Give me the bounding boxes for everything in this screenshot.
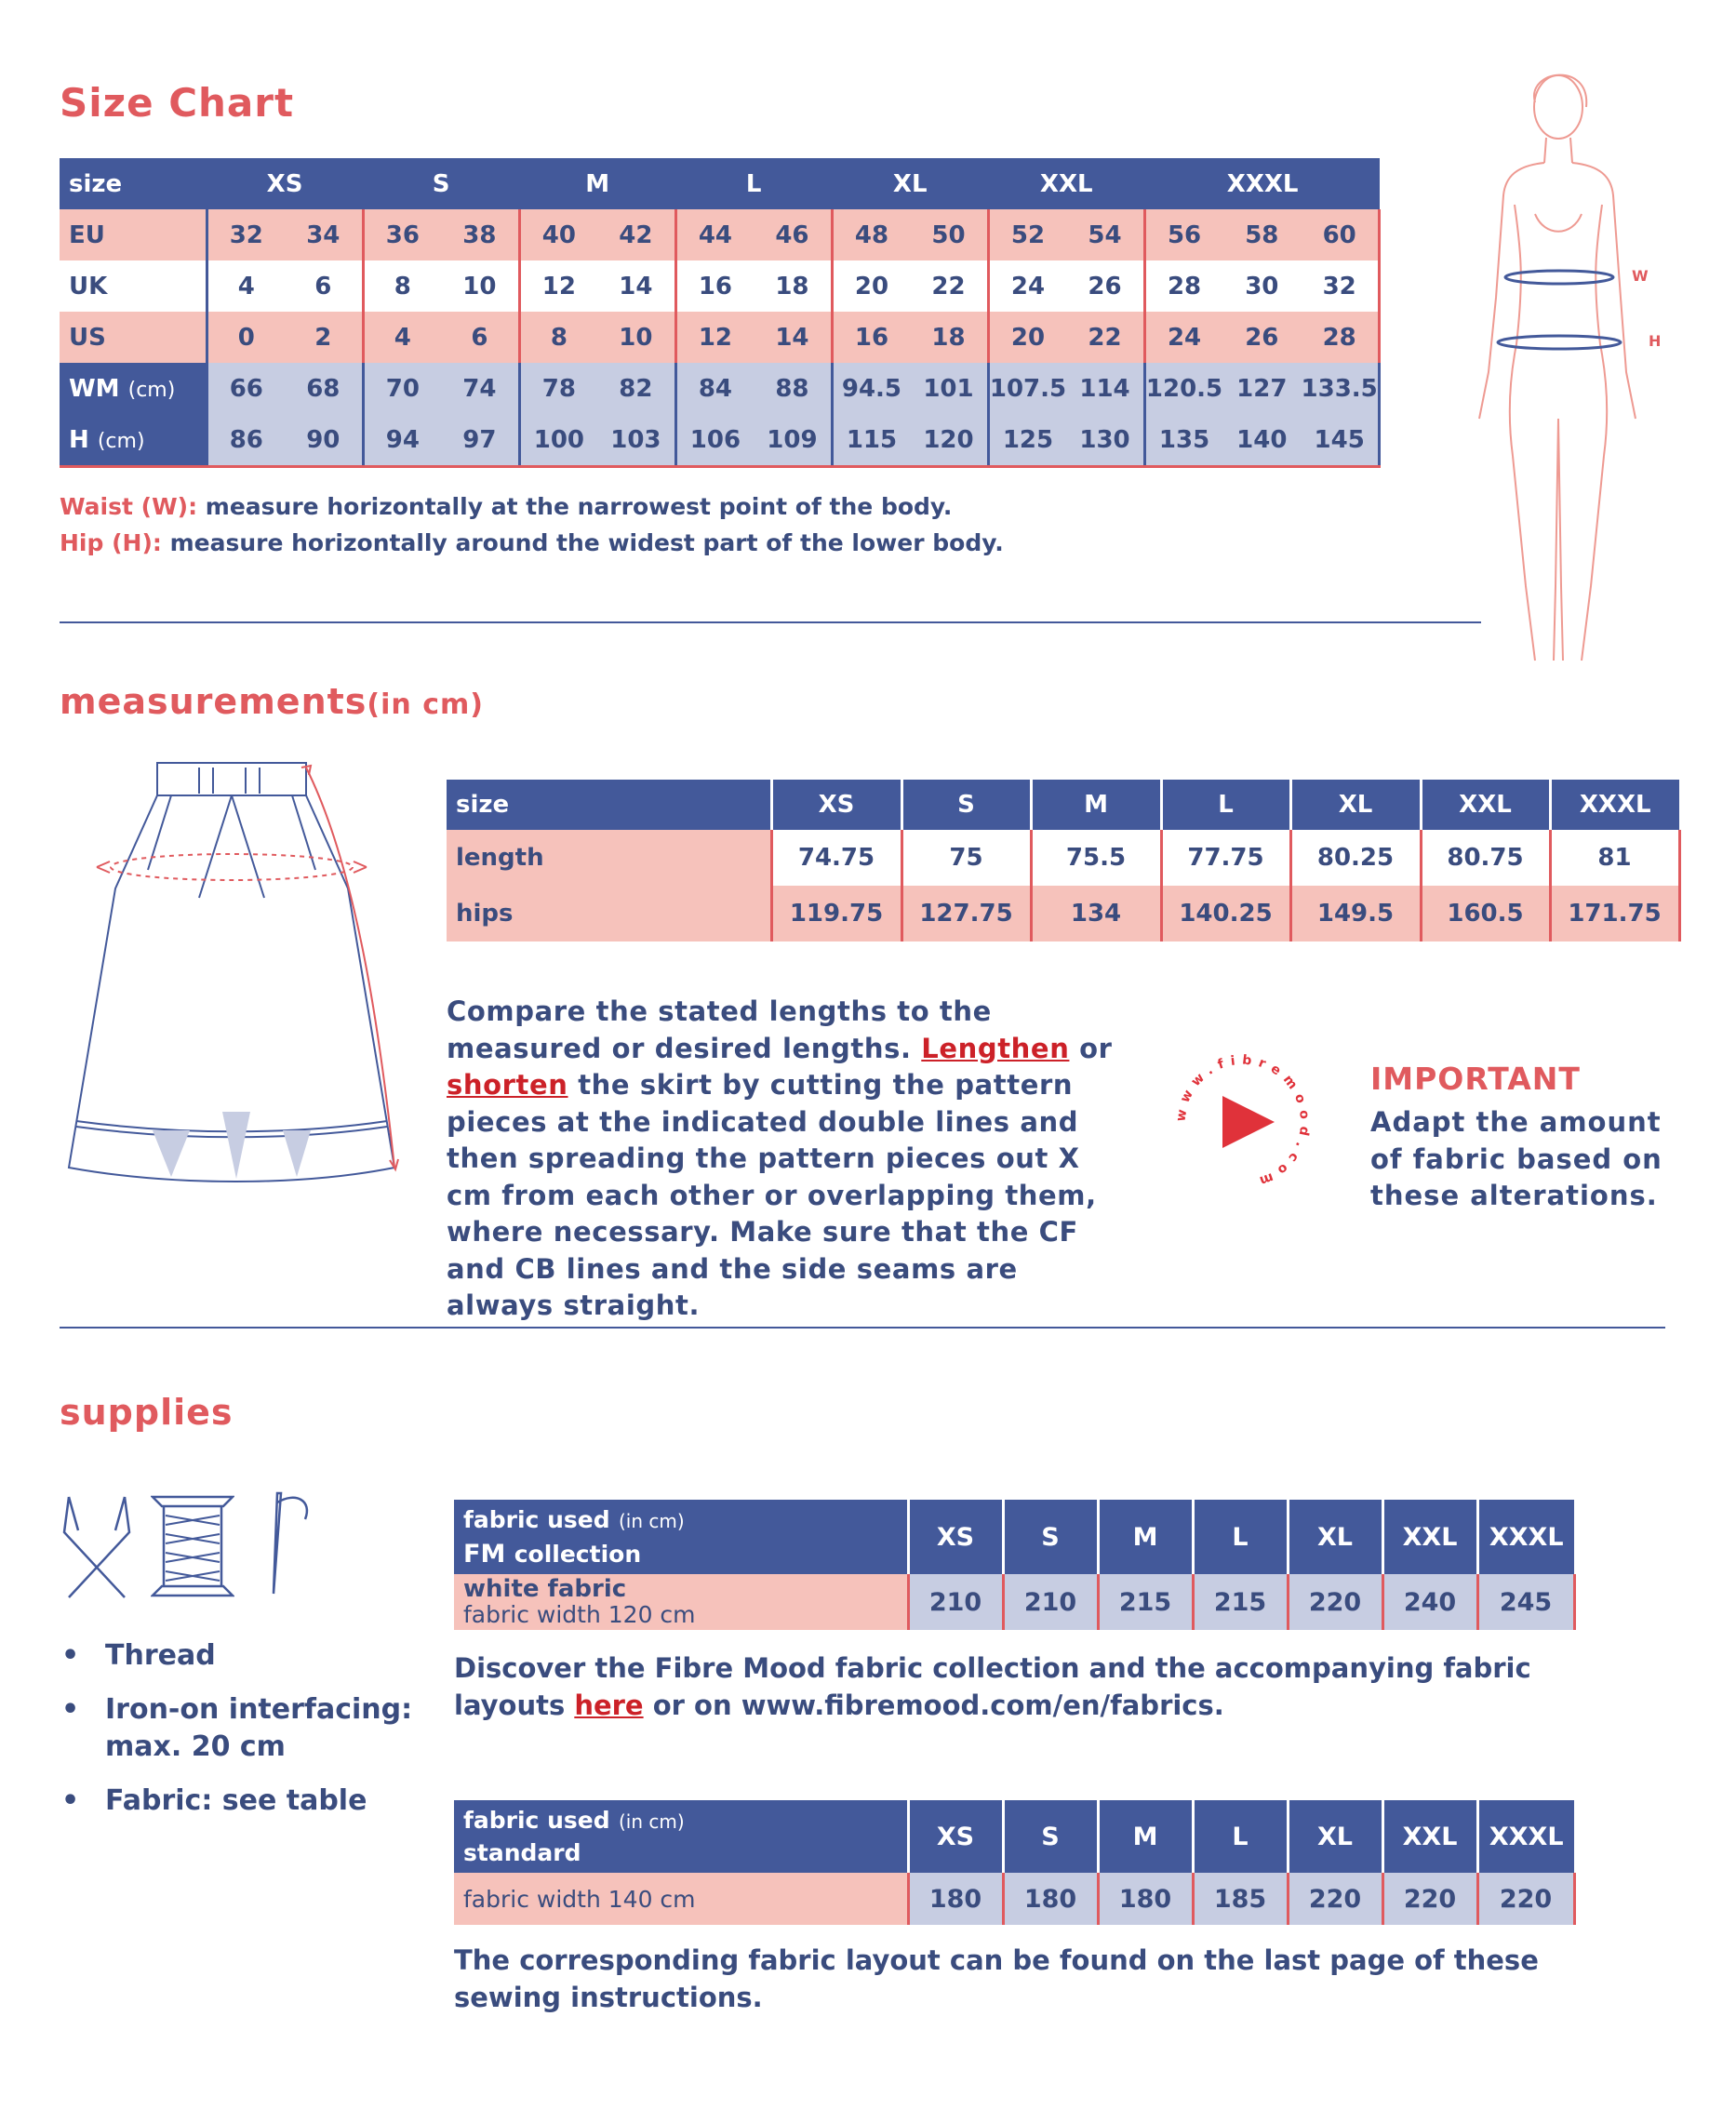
size-chart-cell: 24 [1144, 312, 1222, 363]
figure-label-h: H [1649, 332, 1662, 350]
std-size-s: S [1003, 1800, 1098, 1873]
lengthen-link[interactable]: Lengthen [921, 1032, 1070, 1064]
measurements-cell: 80.75 [1421, 830, 1550, 886]
measurements-cell: 75 [901, 830, 1031, 886]
fm-size-xl: XL [1288, 1500, 1382, 1574]
video-play-badge[interactable] [1170, 1049, 1315, 1195]
size-chart-cell: 32 [1301, 260, 1379, 312]
size-chart-row [60, 363, 1380, 414]
size-chart-cell: 130 [1066, 414, 1144, 467]
header-l: L [675, 158, 832, 209]
size-chart-cell: 103 [597, 414, 675, 467]
std-layout-note: The corresponding fabric layout can be found on the last page of these sewing instructions. [454, 1944, 1539, 2013]
meas-header-xxl: XXL [1421, 780, 1550, 830]
measurements-cell: 80.25 [1290, 830, 1421, 886]
fm-head-unit: (in cm) [619, 1509, 685, 1532]
size-chart-cell: 133.5 [1301, 363, 1379, 414]
supply-item: • Iron-on interfacing: max. 20 cm [61, 1691, 415, 1766]
size-chart-cell: 16 [675, 260, 754, 312]
std-size-l: L [1193, 1800, 1288, 1873]
size-chart-cell: 22 [1066, 312, 1144, 363]
measurements-cell: 140.25 [1161, 886, 1290, 941]
size-chart-cell: 18 [910, 312, 988, 363]
fm-table-value-row [454, 1574, 1574, 1630]
row-unit-text: (cm) [127, 378, 176, 402]
measurements-title [60, 681, 484, 722]
measurements-cell: 77.75 [1161, 830, 1290, 886]
size-chart-cell: 12 [675, 312, 754, 363]
fm-value: 210 [1003, 1574, 1098, 1630]
waist-note-label: Waist (W): [60, 493, 198, 520]
row-label-text: EU [69, 220, 105, 249]
waist-note [60, 493, 952, 520]
size-chart-cell: 100 [519, 414, 597, 467]
hip-note-label: Hip (H): [60, 529, 162, 556]
size-chart-cell: 6 [285, 260, 363, 312]
header-s: S [363, 158, 519, 209]
size-chart-cell: 115 [832, 414, 910, 467]
important-title: IMPORTANT [1370, 1061, 1581, 1097]
row-unit-text: (cm) [97, 429, 145, 453]
figure-label-w: W [1632, 267, 1649, 285]
measurements-cell: 75.5 [1031, 830, 1161, 886]
size-chart-cell: 42 [597, 209, 675, 260]
std-head-line2: standard [463, 1838, 581, 1866]
supplies-title: supplies [60, 1392, 234, 1433]
size-chart-cell: 10 [597, 312, 675, 363]
header-size: size [60, 158, 207, 209]
meas-header-xxxl: XXXL [1550, 780, 1679, 830]
instr-text-2: the skirt by cutting the pattern pieces at the indicated double lines and then spreading the pattern pieces out X cm from each other or overlapping them, where necessary. Make sure that the CF and CB lines and the side seams are always straight. [447, 1069, 1097, 1321]
fm-note-text2: or on www.fibremood.com/en/fabrics. [643, 1689, 1224, 1721]
size-chart-cell: 14 [754, 312, 832, 363]
std-size-xl: XL [1288, 1800, 1382, 1873]
size-chart-cell: 84 [675, 363, 754, 414]
std-table-value-row [454, 1873, 1574, 1925]
size-chart-cell: 20 [832, 260, 910, 312]
measurements-cell: 81 [1550, 830, 1679, 886]
size-chart-row-label [60, 209, 207, 260]
measurements-cell: 74.75 [771, 830, 901, 886]
size-chart-cell: 101 [910, 363, 988, 414]
size-chart-cell: 26 [1222, 312, 1301, 363]
fm-value: 245 [1477, 1574, 1574, 1630]
fm-collection-note [454, 1649, 1608, 1724]
alteration-instructions [447, 994, 1130, 1325]
fm-value: 210 [908, 1574, 1003, 1630]
meas-header-size: size [447, 780, 771, 830]
size-chart-cell: 120.5 [1144, 363, 1222, 414]
size-chart-cell: 94 [363, 414, 441, 467]
size-chart-cell: 90 [285, 414, 363, 467]
size-chart-cell: 46 [754, 209, 832, 260]
size-chart-cell: 109 [754, 414, 832, 467]
size-chart-cell: 38 [441, 209, 519, 260]
size-chart-cell: 68 [285, 363, 363, 414]
size-chart-cell: 18 [754, 260, 832, 312]
std-value: 220 [1288, 1873, 1382, 1925]
size-chart-row-label [60, 312, 207, 363]
size-chart-cell: 6 [441, 312, 519, 363]
std-head-unit: (in cm) [619, 1810, 685, 1833]
size-chart-cell: 0 [207, 312, 285, 363]
row-label-text: UK [69, 272, 108, 300]
meas-header-xl: XL [1290, 780, 1421, 830]
fm-row-label-cell [454, 1574, 908, 1630]
fm-table-head-cell [454, 1500, 908, 1574]
fm-head-line2: collection [514, 1540, 642, 1568]
size-chart-cell: 50 [910, 209, 988, 260]
size-chart-cell: 10 [441, 260, 519, 312]
fm-logo-icon: FM [463, 1539, 506, 1569]
size-chart-cell: 107.5 [988, 363, 1066, 414]
fm-row-sub: fabric width 120 cm [463, 1601, 696, 1628]
size-chart-cell: 97 [441, 414, 519, 467]
size-chart-cell: 70 [363, 363, 441, 414]
skirt-illustration [60, 758, 413, 1205]
size-chart-cell: 32 [207, 209, 285, 260]
waist-note-text: measure horizontally at the narrowest point of the body. [197, 493, 953, 520]
size-chart-row-label [60, 414, 207, 467]
measurements-row [447, 886, 1679, 941]
size-chart-cell: 48 [832, 209, 910, 260]
fm-size-l: L [1193, 1500, 1288, 1574]
size-chart-cell: 145 [1301, 414, 1379, 467]
std-size-xxl: XXL [1382, 1800, 1477, 1873]
size-chart-cell: 120 [910, 414, 988, 467]
fm-value: 215 [1098, 1574, 1193, 1630]
size-chart-cell: 86 [207, 414, 285, 467]
size-chart-table [60, 158, 1381, 468]
size-chart-cell: 4 [207, 260, 285, 312]
size-chart-cell: 135 [1144, 414, 1222, 467]
size-chart-cell: 4 [363, 312, 441, 363]
header-m: M [519, 158, 675, 209]
thread-spool-icon [151, 1495, 234, 1597]
measurements-cell: 134 [1031, 886, 1161, 941]
supplies-list [61, 1637, 415, 1836]
size-chart-row [60, 209, 1380, 260]
size-chart-row [60, 414, 1380, 467]
meas-header-s: S [901, 780, 1031, 830]
std-value: 220 [1382, 1873, 1477, 1925]
row-label-text: US [69, 323, 106, 352]
measurements-cell: 119.75 [771, 886, 901, 941]
instr-text-or: or [1069, 1032, 1113, 1064]
size-chart-cell: 94.5 [832, 363, 910, 414]
size-chart-cell: 8 [519, 312, 597, 363]
size-chart-cell: 22 [910, 260, 988, 312]
meas-header-m: M [1031, 780, 1161, 830]
std-size-xs: XS [908, 1800, 1003, 1873]
fm-row-label: white fabric [463, 1575, 627, 1603]
hip-note-text: measure horizontally around the widest part of the lower body. [161, 529, 1004, 556]
size-chart-cell: 14 [597, 260, 675, 312]
scissors-icon [60, 1495, 134, 1599]
std-value: 180 [1003, 1873, 1098, 1925]
header-xl: XL [832, 158, 988, 209]
body-figure-illustration [1451, 65, 1665, 679]
size-chart-title: Size Chart [60, 80, 295, 126]
size-chart-header-row [60, 158, 1380, 209]
std-value: 220 [1477, 1873, 1574, 1925]
size-chart-cell: 28 [1301, 312, 1379, 363]
fm-head-line1: fabric used [463, 1505, 610, 1533]
size-chart-row-label [60, 363, 207, 414]
measurements-cell: 149.5 [1290, 886, 1421, 941]
supply-item: • Thread [61, 1637, 415, 1675]
header-xxl: XXL [988, 158, 1144, 209]
supply-item: • Fabric: see table [61, 1783, 415, 1820]
std-size-m: M [1098, 1800, 1193, 1873]
size-chart-cell: 26 [1066, 260, 1144, 312]
size-chart-cell: 66 [207, 363, 285, 414]
fm-fabric-table [454, 1500, 1576, 1630]
size-chart-cell: 114 [1066, 363, 1144, 414]
header-xs: XS [207, 158, 363, 209]
fm-size-xxxl: XXXL [1477, 1500, 1574, 1574]
fm-note-text: Discover the Fibre Mood fabric collection and the accompanying fabric layouts [454, 1652, 1531, 1721]
size-chart-cell: 88 [754, 363, 832, 414]
std-row-sub: fabric width 140 cm [454, 1873, 908, 1925]
size-chart-cell: 106 [675, 414, 754, 467]
size-chart-cell: 30 [1222, 260, 1301, 312]
measurements-header-row [447, 780, 1679, 830]
size-chart-cell: 28 [1144, 260, 1222, 312]
size-chart-cell: 8 [363, 260, 441, 312]
size-chart-cell: 20 [988, 312, 1066, 363]
fm-size-m: M [1098, 1500, 1193, 1574]
std-value: 180 [908, 1873, 1003, 1925]
header-xxxl: XXXL [1144, 158, 1379, 209]
size-chart-cell: 36 [363, 209, 441, 260]
std-fabric-table [454, 1800, 1576, 1925]
measurements-title-text: measurements [60, 681, 367, 722]
measurements-title-suffix: (in cm) [367, 688, 484, 721]
play-icon[interactable] [1222, 1096, 1275, 1148]
instr-text-1: Compare the stated lengths to the measured or desired lengths. [447, 995, 992, 1064]
measurements-row-label: hips [447, 886, 771, 941]
measurements-row-label: length [447, 830, 771, 886]
size-chart-cell: 24 [988, 260, 1066, 312]
fm-size-xs: XS [908, 1500, 1003, 1574]
std-table-header [454, 1800, 1574, 1873]
fabric-layouts-here-link[interactable]: here [574, 1689, 644, 1721]
std-value: 180 [1098, 1873, 1193, 1925]
size-chart-row [60, 312, 1380, 363]
size-chart-cell: 140 [1222, 414, 1301, 467]
size-chart-cell: 127 [1222, 363, 1301, 414]
measurements-cell: 171.75 [1550, 886, 1679, 941]
size-chart-cell: 74 [441, 363, 519, 414]
size-chart-cell: 40 [519, 209, 597, 260]
meas-header-l: L [1161, 780, 1290, 830]
fm-table-header [454, 1500, 1574, 1574]
fm-size-s: S [1003, 1500, 1098, 1574]
meas-header-xs: XS [771, 780, 901, 830]
std-value: 185 [1193, 1873, 1288, 1925]
measurements-row [447, 830, 1679, 886]
badge-url-text: www.fibremood.com [1173, 1052, 1313, 1191]
divider-2 [60, 1327, 1665, 1329]
size-chart-cell: 54 [1066, 209, 1144, 260]
std-table-head-cell [454, 1800, 908, 1873]
divider-1 [60, 621, 1481, 623]
fm-value: 240 [1382, 1574, 1477, 1630]
shorten-link[interactable]: shorten [447, 1069, 568, 1101]
size-chart-cell: 125 [988, 414, 1066, 467]
std-size-xxxl: XXXL [1477, 1800, 1574, 1873]
row-label-text: H [69, 425, 89, 454]
size-chart-cell: 2 [285, 312, 363, 363]
size-chart-cell: 44 [675, 209, 754, 260]
size-chart-row-label [60, 260, 207, 312]
size-chart-cell: 78 [519, 363, 597, 414]
size-chart-cell: 12 [519, 260, 597, 312]
important-text: Adapt the amount of fabric based on these alterations. [1370, 1106, 1663, 1211]
size-chart-cell: 52 [988, 209, 1066, 260]
size-chart-cell: 82 [597, 363, 675, 414]
measurements-table [447, 780, 1681, 941]
size-chart-cell: 56 [1144, 209, 1222, 260]
size-chart-cell: 60 [1301, 209, 1379, 260]
size-chart-row [60, 260, 1380, 312]
needle-icon [259, 1491, 314, 1598]
hip-note [60, 529, 1004, 556]
size-chart-cell: 16 [832, 312, 910, 363]
measurements-cell: 127.75 [901, 886, 1031, 941]
row-label-text: WM [69, 374, 120, 403]
fm-value: 220 [1288, 1574, 1382, 1630]
fm-value: 215 [1193, 1574, 1288, 1630]
std-head-line1: fabric used [463, 1806, 610, 1834]
fm-size-xxl: XXL [1382, 1500, 1477, 1574]
size-chart-cell: 58 [1222, 209, 1301, 260]
size-chart-cell: 34 [285, 209, 363, 260]
measurements-cell: 160.5 [1421, 886, 1550, 941]
